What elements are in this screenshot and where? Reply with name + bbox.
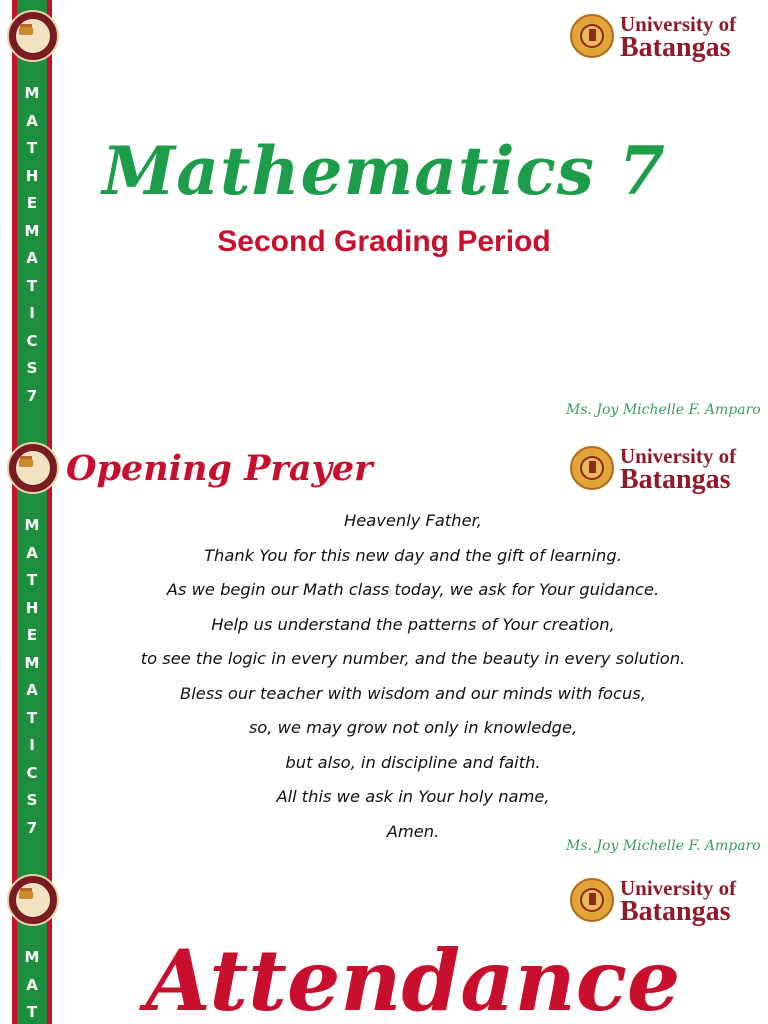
prayer-line: Help us understand the patterns of Your creation, <box>211 614 615 634</box>
university-emblem-icon <box>570 878 614 922</box>
university-name-line1: University of <box>620 444 737 468</box>
university-name-line1: University of <box>620 876 737 900</box>
strip-letter: A <box>26 975 38 994</box>
slide-opening-prayer <box>0 432 768 864</box>
university-logo <box>570 10 760 66</box>
prayer-text <box>60 504 766 849</box>
side-strip-letters <box>17 944 47 1024</box>
section-heading: Attendance <box>145 931 681 1024</box>
strip-letter: A <box>26 543 38 562</box>
strip-letter: I <box>29 736 35 754</box>
strip-letter: H <box>25 166 39 185</box>
strip-letter: T <box>26 1003 38 1021</box>
prayer-line: Heavenly Father, <box>344 511 482 530</box>
strip-letter: T <box>26 276 38 295</box>
slide-title <box>0 0 768 432</box>
university-emblem-icon <box>570 14 614 58</box>
prayer-line: All this we ask in Your holy name, <box>276 787 550 806</box>
university-name-line2: Batangas <box>620 896 731 927</box>
slide-attendance <box>0 864 768 1024</box>
side-strip-letters <box>17 512 47 842</box>
strip-letter: A <box>26 111 38 130</box>
prayer-line: Bless our teacher with wisdom and our minds with focus, <box>180 683 646 703</box>
strip-letter: T <box>26 139 38 157</box>
university-logo <box>570 442 760 498</box>
prayer-line: Thank You for this new day and the gift of learning. <box>204 545 622 565</box>
strip-letter: 7 <box>26 386 38 405</box>
prayer-line: As we begin our Math class today, we ask for Your guidance. <box>166 580 660 599</box>
strip-letter: E <box>26 194 38 212</box>
author-signature: Ms. Joy Michelle F. Amparo <box>566 402 761 418</box>
university-name-line1: University of <box>620 12 737 36</box>
strip-letter: E <box>26 626 38 644</box>
prayer-line: but also, in discipline and faith. <box>285 752 541 772</box>
university-emblem-icon <box>570 446 614 490</box>
strip-letter: M <box>24 653 40 672</box>
strip-letter: I <box>29 304 35 322</box>
strip-letter: M <box>24 221 40 240</box>
school-seal-icon <box>7 874 59 926</box>
page-title: Mathematics 7 <box>102 132 666 210</box>
school-seal-icon <box>7 442 59 494</box>
page-subtitle: Second Grading Period <box>217 225 551 258</box>
prayer-line: Amen. <box>386 821 440 841</box>
strip-letter: M <box>24 948 40 966</box>
strip-letter: 7 <box>26 818 38 837</box>
strip-letter: T <box>26 708 38 727</box>
strip-letter: M <box>24 516 40 534</box>
strip-letter: M <box>24 84 40 102</box>
strip-letter: A <box>26 249 38 267</box>
school-seal-icon <box>7 10 59 62</box>
strip-letter: C <box>26 763 38 782</box>
strip-letter: S <box>26 791 38 809</box>
strip-letter: H <box>25 598 39 617</box>
strip-letter: S <box>26 359 38 377</box>
strip-letter: C <box>26 331 38 350</box>
strip-letter: T <box>26 571 38 589</box>
university-logo <box>570 874 760 930</box>
university-name-line2: Batangas <box>620 32 731 63</box>
author-signature: Ms. Joy Michelle F. Amparo <box>566 838 761 854</box>
prayer-line: so, we may grow not only in knowledge, <box>248 718 578 737</box>
university-name-line2: Batangas <box>620 464 731 495</box>
strip-letter: A <box>26 681 38 699</box>
section-heading: Opening Prayer <box>66 448 373 489</box>
prayer-line: to see the logic in every number, and the beauty in every solution. <box>140 649 686 668</box>
